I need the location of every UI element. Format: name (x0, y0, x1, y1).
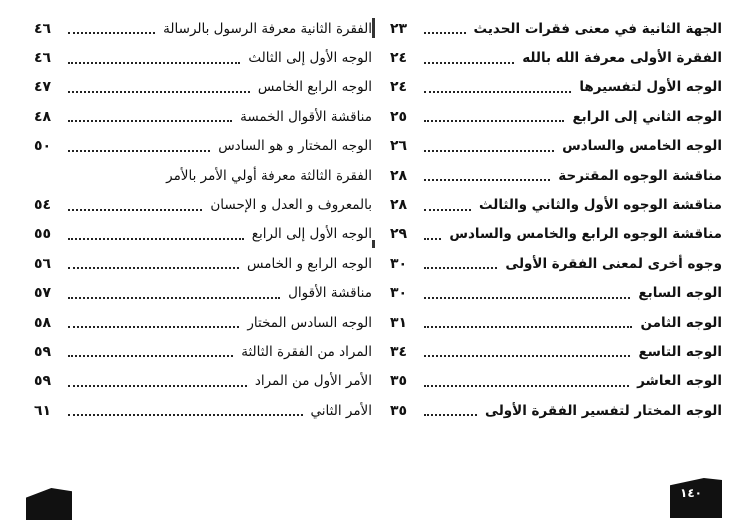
toc-entry (34, 367, 372, 396)
toc-entry (390, 190, 722, 219)
toc-entry (34, 396, 372, 425)
toc-entry (34, 14, 372, 43)
toc-entry-title: مناقشة الأقوال الخمسة (240, 108, 372, 125)
dot-leader (424, 229, 441, 240)
toc-entry-page: ٤٦ (34, 20, 52, 37)
toc-entry-page: ٣٥ (390, 373, 408, 390)
toc-entry-title: الفقرة الثالثة معرفة أولي الأمر بالأمر (166, 167, 372, 184)
binding-mark (372, 240, 375, 248)
toc-entry-page: ٢٦ (390, 138, 408, 155)
toc-entry (390, 337, 722, 366)
dot-leader (68, 53, 240, 64)
dot-leader (68, 82, 250, 93)
dot-leader (68, 23, 155, 34)
toc-entry-page: ٢٨ (390, 197, 408, 214)
toc-entry-page: ٥٨ (34, 314, 52, 331)
dot-leader (424, 317, 632, 328)
dot-leader (68, 141, 210, 152)
toc-entry-page: ٣٥ (390, 402, 408, 419)
toc-entry-page: ٢٣ (390, 20, 408, 37)
toc-entry (34, 337, 372, 366)
toc-entry (390, 220, 722, 249)
dot-leader (424, 82, 571, 93)
toc-entry (34, 308, 372, 337)
toc-entry-page: ٦١ (34, 402, 52, 419)
toc-entry (390, 249, 722, 278)
page-number: ١٤٠ (680, 486, 702, 500)
toc-entry-title: الوجه السادس المختار (247, 314, 372, 331)
toc-entry (34, 102, 372, 131)
dot-leader (68, 346, 233, 357)
dot-leader (68, 111, 232, 122)
toc-entry-page: ٣٤ (390, 343, 408, 360)
toc-entry-title: الوجه الأول إلى الثالث (248, 50, 372, 67)
toc-entry (34, 132, 372, 161)
toc-entry-page: ٢٤ (390, 50, 408, 67)
dot-leader (424, 405, 477, 416)
toc-entry (390, 132, 722, 161)
toc-entry (390, 367, 722, 396)
toc-entry-title: مناقشة الأقوال (288, 285, 372, 302)
toc-entry-title: الوجه المختار و هو السادس (218, 138, 372, 155)
corner-tab-left (26, 488, 72, 520)
toc-entry-title: المراد من الفقرة الثالثة (241, 343, 372, 360)
toc-entry-title: الوجه الثامن (640, 314, 722, 331)
toc-entry (34, 279, 372, 308)
dot-leader (424, 170, 550, 181)
toc-entry-page: ٤٧ (34, 79, 52, 96)
toc-entry (34, 161, 372, 190)
toc-entry (34, 43, 372, 72)
dot-leader (424, 141, 554, 152)
toc-entry-page: ٢٤ (390, 79, 408, 96)
toc-entry-page: ٥٥ (34, 226, 52, 243)
toc-entry-title: الفقرة الأولى معرفة الله بالله (522, 50, 722, 67)
dot-leader (68, 317, 239, 328)
dot-leader (424, 346, 630, 357)
toc-entry (390, 308, 722, 337)
toc-entry-title: مناقشة الوجوه الأول والثاني والثالث (478, 197, 722, 214)
dot-leader (68, 200, 202, 211)
toc-entry-title: الفقرة الثانية معرفة الرسول بالرسالة (163, 20, 372, 37)
toc-entry-title: الوجه الثاني إلى الرابع (572, 108, 722, 125)
toc-entry-title: الوجه العاشر (637, 373, 722, 390)
toc-entry-title: بالمعروف و العدل و الإحسان (210, 197, 372, 214)
toc-entry-title: الوجه المختار لتفسير الفقرة الأولى (485, 402, 722, 419)
toc-entry (390, 396, 722, 425)
toc-entry-title: الوجه الخامس والسادس (562, 138, 722, 155)
toc-entry-page: ٤٦ (34, 50, 52, 67)
dot-leader (68, 258, 239, 269)
toc-entry-page: ٤٨ (34, 108, 52, 125)
toc-entry (34, 190, 372, 219)
toc-right-column (390, 14, 722, 425)
toc-entry-page: ٥٤ (34, 197, 52, 214)
toc-entry-title: مناقشة الوجوه المقترحة (558, 167, 722, 184)
dot-leader (424, 111, 564, 122)
toc-entry-title: الأمر الأول من المراد (254, 373, 372, 390)
toc-entry-page: ٢٥ (390, 108, 408, 125)
toc-entry-page: ٣٠ (390, 285, 408, 302)
toc-entry-page: ٢٩ (390, 226, 408, 243)
dot-leader (68, 376, 247, 387)
toc-entry-title: وجوه أخرى لمعنى الفقرة الأولى (505, 255, 722, 272)
toc-entry-title: الوجه التاسع (638, 343, 722, 360)
toc-entry-title: مناقشة الوجوه الرابع والخامس والسادس (449, 226, 722, 243)
dot-leader (68, 405, 303, 416)
toc-entry-page: ٥٩ (34, 343, 52, 360)
binding-mark (372, 18, 375, 38)
toc-entry (390, 14, 722, 43)
toc-entry-page: ٥٠ (34, 138, 52, 155)
toc-entry (390, 73, 722, 102)
toc-entry-page: ٥٧ (34, 285, 52, 302)
dot-leader (424, 23, 466, 34)
dot-leader (68, 288, 280, 299)
toc-entry (34, 249, 372, 278)
dot-leader (424, 53, 514, 64)
toc-entry-title: الجهة الثانية في معنى فقرات الحديث (473, 20, 722, 37)
toc-entry-page: ٣١ (390, 314, 408, 331)
toc-entry (390, 102, 722, 131)
toc-entry-title: الوجه السابع (638, 285, 722, 302)
toc-entry-page: ٥٩ (34, 373, 52, 390)
dot-leader (424, 258, 497, 269)
toc-entry-page: ٣٠ (390, 255, 408, 272)
toc-entry (34, 73, 372, 102)
dot-leader (68, 229, 244, 240)
toc-entry-title: الوجه الرابع الخامس (257, 79, 372, 96)
toc-entry (390, 161, 722, 190)
toc-entry (34, 220, 372, 249)
toc-entry-title: الوجه الأول إلى الرابع (251, 226, 372, 243)
toc-entry-page: ٢٨ (390, 167, 408, 184)
toc-entry-title: الوجه الرابع و الخامس (247, 255, 372, 272)
toc-entry (390, 43, 722, 72)
toc-entry-title: الأمر الثاني (310, 402, 372, 419)
toc-entry (390, 279, 722, 308)
toc-left-column (34, 14, 372, 425)
dot-leader (424, 288, 630, 299)
dot-leader (424, 376, 629, 387)
toc-entry-title: الوجه الأول لتفسيرها (579, 79, 722, 96)
dot-leader (424, 200, 471, 211)
toc-entry-page: ٥٦ (34, 255, 52, 272)
